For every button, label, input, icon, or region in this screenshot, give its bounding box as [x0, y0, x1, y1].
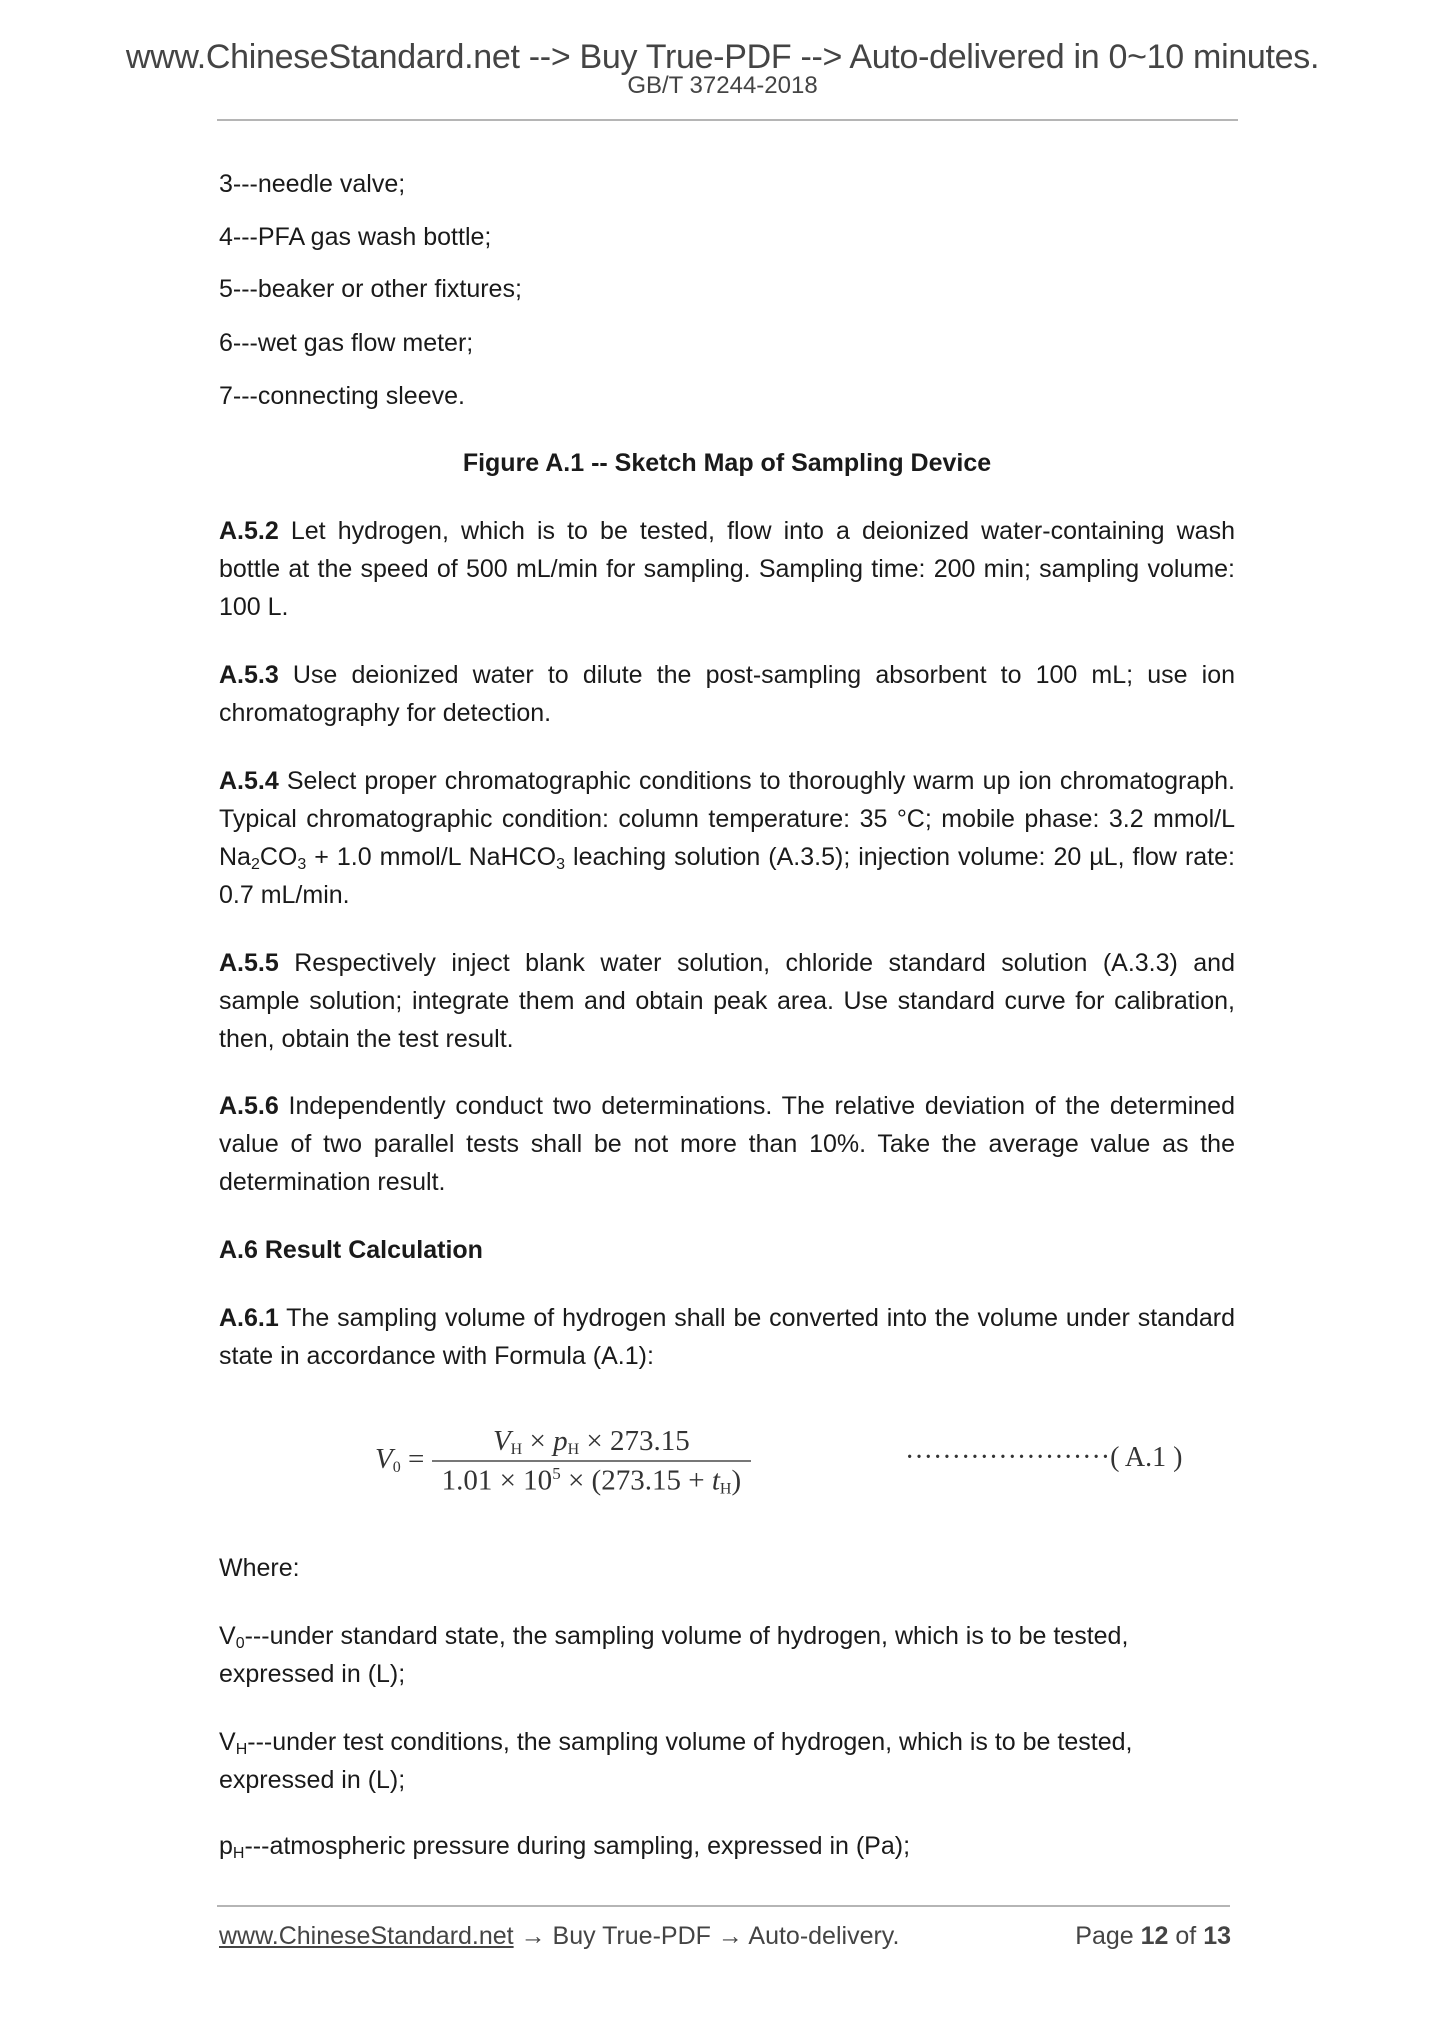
formula-number: ······················( A.1 ): [905, 1442, 1183, 1473]
subscript: 0: [392, 1458, 401, 1476]
page-label: Page: [1075, 1922, 1141, 1950]
clause-number: A.5.5: [219, 949, 279, 977]
subscript: 0: [235, 1635, 245, 1652]
formula-text: ): [731, 1464, 742, 1497]
formula-denominator: [432, 1462, 752, 1498]
clause-number: A.5.2: [219, 517, 279, 545]
clause-a56: [219, 1087, 1235, 1201]
definition-vh: [219, 1723, 1235, 1799]
clause-text: leaching solution (A.3.5); injection volume: 20 µL, flow rate: 0.7 mL/min.: [219, 843, 1235, 909]
definition-text: ---under standard state, the sampling volume of hydrogen, which is to be tested, expressed in (L);: [219, 1622, 1129, 1688]
standard-number: GB/T 37244-2018: [627, 72, 818, 99]
clause-text: Use deionized water to dilute the post-sampling absorbent to 100 mL; use ion chromatography for detection.: [219, 661, 1235, 727]
legend-item: 5---beaker or other fixtures;: [219, 275, 522, 303]
header-banner: www.ChineseStandard.net --> Buy True-PDF --> Auto-delivered in 0~10 minutes.: [125, 38, 1320, 76]
subscript: H: [567, 1441, 580, 1458]
formula-numerator: $V_H \times p_H \times 273.15$: [432, 1425, 752, 1462]
symbol: p: [219, 1832, 233, 1860]
footer-link[interactable]: www.ChineseStandard.net: [219, 1922, 514, 1950]
definition-text: ---under test conditions, the sampling volume of hydrogen, which is to be tested, expressed in (L);: [219, 1728, 1133, 1794]
formula-a1: $V_0$ = $\frac{V_H \times p_H \times 273.15}{1.01 \times 10^5 \times (273.15 + t_H)}$: [375, 1425, 751, 1498]
symbol: V: [219, 1622, 236, 1650]
clause-number: A.5.3: [219, 661, 279, 689]
clause-number: A.6.1: [219, 1304, 279, 1332]
clause-text: Select proper chromatographic conditions to thoroughly warm up ion chromatograph. Typical chromatographic condition: column temperature: 35 °C; mobile phase: 3.2 mmol/L Na: [219, 767, 1235, 871]
clause-text: Independently conduct two determinations. The relative deviation of the determined value of two parallel tests shall be not more than 10%. Take the average value as the determination result.: [219, 1092, 1235, 1196]
clause-number: A.5.4: [219, 767, 279, 795]
formula-text: × (273.15 +: [567, 1464, 712, 1497]
figure-caption: Figure A.1 -- Sketch Map of Sampling Device: [462, 449, 992, 477]
subscript: H: [232, 1845, 245, 1862]
where-label: Where:: [219, 1554, 300, 1582]
clause-text: Let hydrogen, which is to be tested, flow into a deionized water-containing wash bottle at the speed of 500 mL/min for sampling. Sampling time: 200 min; sampling volume: 100 L.: [219, 517, 1235, 621]
exponent: 5: [552, 1464, 561, 1483]
clause-text: Respectively inject blank water solution, chloride standard solution (A.3.3) and sample solution; integrate them and obtain peak area. Use standard curve for calibration, then, obtain the test result.: [219, 949, 1235, 1053]
definition-text: ---atmospheric pressure during sampling, expressed in (Pa);: [244, 1832, 911, 1860]
formula-text: × 273.15: [586, 1425, 690, 1457]
symbol: V: [219, 1728, 236, 1756]
footer-divider: [217, 1905, 1230, 1907]
symbol: t: [711, 1464, 720, 1497]
formula-lhs: V: [375, 1442, 393, 1475]
subscript: 3: [297, 856, 307, 873]
symbol: p: [553, 1425, 568, 1457]
clause-a52: [219, 512, 1235, 626]
section-heading: A.6 Result Calculation: [219, 1236, 483, 1264]
subscript: 3: [556, 856, 566, 873]
clause-text: The sampling volume of hydrogen shall be converted into the volume under standard state in accordance with Formula (A.1):: [219, 1304, 1235, 1370]
formula-fraction: [432, 1425, 752, 1498]
clause-a55: [219, 944, 1235, 1058]
legend-item: 3---needle valve;: [219, 170, 406, 198]
clause-text: + 1.0 mmol/L NaHCO: [306, 843, 557, 871]
page-number: 12: [1140, 1922, 1169, 1950]
footer-text: → Buy True-PDF → Auto-delivery.: [513, 1922, 900, 1950]
clause-number: A.5.6: [219, 1092, 279, 1120]
legend-item: 6---wet gas flow meter;: [219, 329, 474, 357]
definition-ph: [219, 1827, 1235, 1865]
legend-item: 4---PFA gas wash bottle;: [219, 223, 492, 251]
clause-a53: [219, 656, 1235, 732]
subscript: H: [235, 1741, 248, 1758]
footer: [219, 1922, 1231, 1951]
symbol: V: [492, 1425, 511, 1457]
clause-text: CO: [259, 843, 298, 871]
clause-a61: [219, 1299, 1235, 1375]
header-divider: [217, 119, 1238, 121]
of-label: of: [1168, 1922, 1204, 1950]
subscript: H: [719, 1480, 732, 1498]
clause-a54: [219, 762, 1235, 914]
definition-v0: [219, 1617, 1235, 1693]
legend-item: 7---connecting sleeve.: [219, 382, 465, 410]
formula-text: 1.01 × 10: [441, 1464, 553, 1497]
subscript: 2: [250, 856, 260, 873]
page-total: 13: [1203, 1922, 1231, 1950]
subscript: H: [510, 1441, 523, 1458]
page-indicator: [1075, 1922, 1231, 1951]
